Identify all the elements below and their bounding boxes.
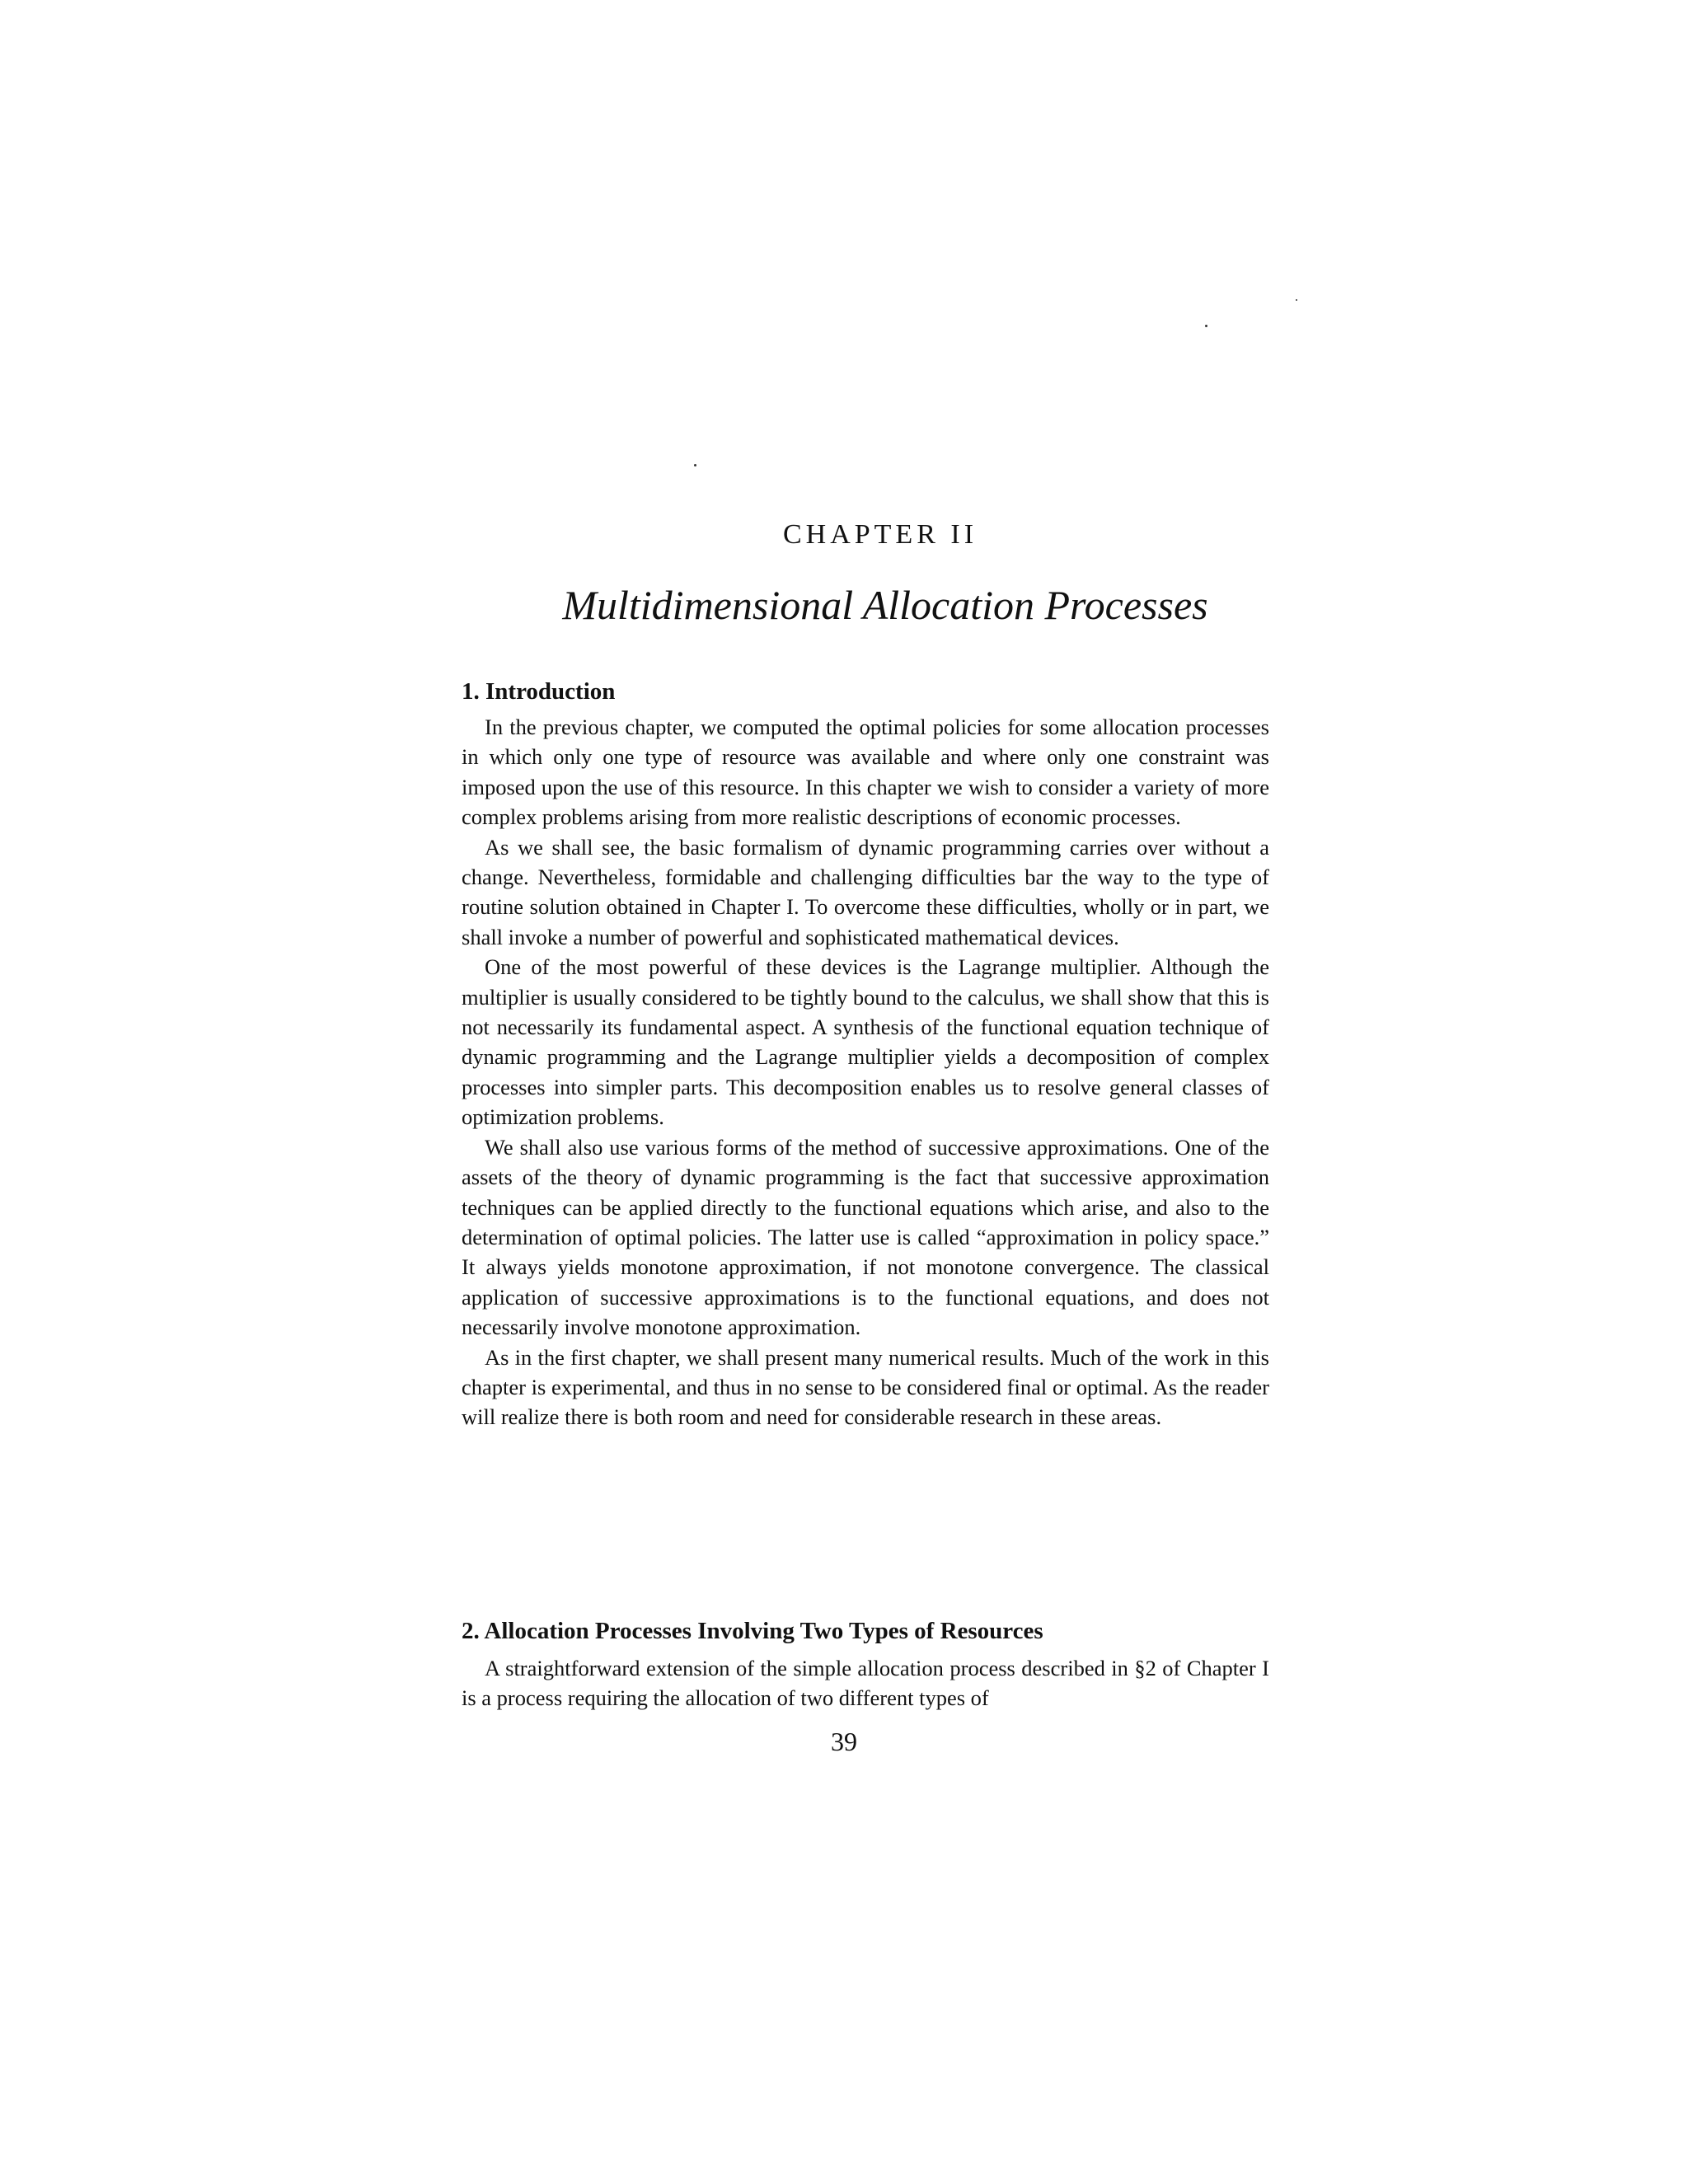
section-introduction	[462, 676, 1269, 1432]
chapter-title: Multidimensional Allocation Processes	[562, 582, 1208, 628]
paragraph: As we shall see, the basic formalism of dynamic programming carries over without a change. Nevertheless, formidable and challenging difficulties bar the way to the type of routine solution obtained in Chapter I. To overcome these difficulties, wholly or in part, we shall invoke a number of powerful and sophisticated mathematical devices.	[462, 834, 1269, 949]
section-heading: 2. Allocation Processes Involving Two Types of Resources	[462, 1618, 1043, 1644]
scan-speck	[1205, 325, 1207, 327]
paragraph: One of the most powerful of these devices is the Lagrange multiplier. Although the multiplier is usually considered to be tightly bound to the calculus, we shall show that this is not necessarily its fundamental aspect. A synthesis of the functional equation technique of dynamic programming and the Lagrange multiplier yields a decomposition of complex processes into simpler parts. This decomposition enables us to resolve general classes of optimization problems.	[462, 954, 1269, 1130]
chapter-label: CHAPTER II	[782, 519, 978, 550]
page-number: 39	[831, 1727, 857, 1756]
paragraph: We shall also use various forms of the method of successive approximations. One of the assets of the theory of dynamic programming is the fact that successive approximation techniques can be applied directly to the functional equations which arise, and also to the determination of optimal policies. The latter use is called “approximation in policy space.” It always yields monotone approximation, if not monotone convergence. The classical application of successive approximations is to the functional equations, and does not necessarily involve monotone approximation.	[462, 1134, 1269, 1340]
paragraph: A straightforward extension of the simple allocation process described in §2 of Chapter I is a process requiring the allocation of two different types of	[462, 1656, 1269, 1711]
section-heading: 1. Introduction	[462, 678, 616, 705]
scan-speck	[1296, 299, 1297, 301]
paragraph: In the previous chapter, we computed the optimal policies for some allocation processes in which only one type of resource was available and where only one constraint was imposed upon the use of this resource. In this chapter we wish to consider a variety of more complex problems arising from more realistic descriptions of economic processes.	[462, 715, 1269, 830]
paragraph: As in the first chapter, we shall present many numerical results. Much of the work in this chapter is experimental, and thus in no sense to be considered final or optimal. As the reader will realize there is both room and need for considerable research in these areas.	[462, 1344, 1269, 1430]
scan-speck	[694, 464, 696, 466]
section-two-resources	[462, 1615, 1269, 1713]
